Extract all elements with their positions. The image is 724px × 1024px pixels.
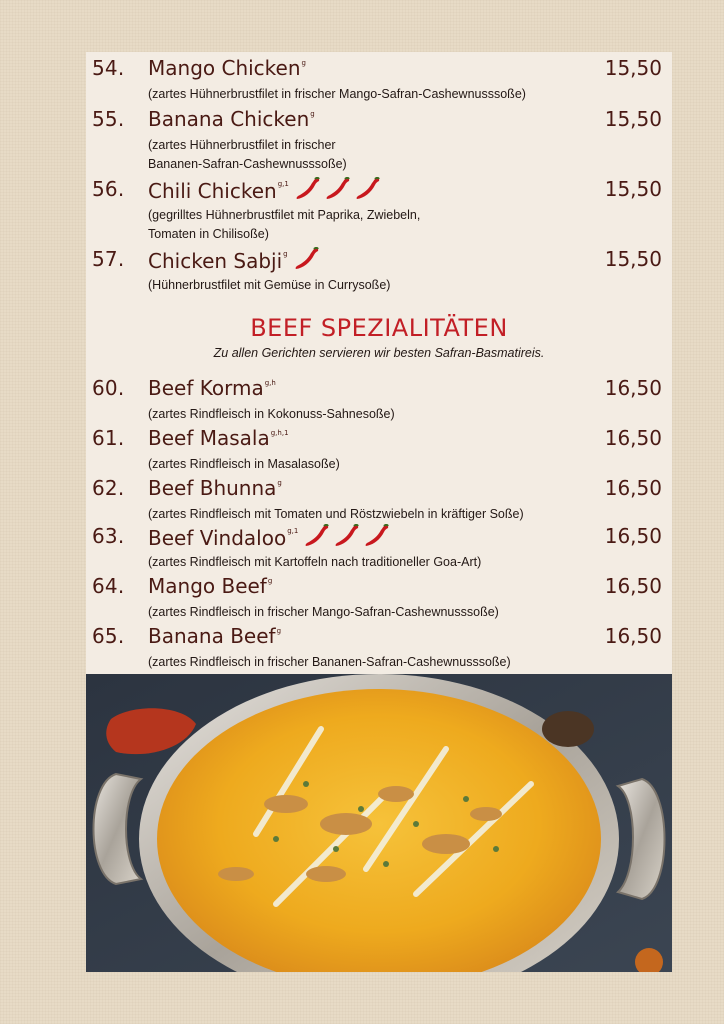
item-name [148, 247, 324, 276]
item-description [148, 603, 618, 622]
allergen-codes: g [267, 577, 273, 585]
allergen-codes: g [277, 479, 282, 487]
item-price: 15,50 [604, 56, 662, 80]
allergen-codes: g,h,1 [270, 429, 289, 437]
item-price: 16,50 [604, 574, 662, 598]
item-name-text: Beef Korma [148, 376, 264, 400]
item-name-text: Chili Chicken [148, 179, 277, 203]
item-description [148, 553, 618, 572]
item-description [148, 505, 618, 524]
chili-pepper-icon [364, 524, 390, 548]
description-line: (gegrilltes Hühnerbrustfilet mit Paprika, Zwiebeln, [148, 208, 421, 222]
description-line: (zartes Rindfleisch in frischer Bananen-Safran-Cashewnusssoße) [148, 655, 511, 669]
description-line: (zartes Rindfleisch mit Tomaten und Röstzwiebeln in kräftiger Soße) [148, 507, 524, 521]
item-name [148, 56, 306, 80]
item-description [148, 276, 618, 295]
item-name-text: Mango Chicken [148, 56, 301, 80]
spiciness-indicator [295, 177, 385, 206]
spiciness-indicator [294, 247, 324, 276]
description-line: (zartes Rindfleisch in Kokonuss-Sahnesoße) [148, 407, 395, 421]
item-name-text: Mango Beef [148, 574, 267, 598]
item-number: 54. [92, 56, 125, 80]
chili-pepper-icon [334, 524, 360, 548]
item-number: 64. [92, 574, 125, 598]
item-price: 15,50 [604, 107, 662, 131]
food-photo [86, 674, 672, 972]
menu-panel [86, 52, 672, 674]
allergen-codes: g,1 [277, 180, 289, 188]
item-number: 56. [92, 177, 125, 201]
allergen-codes: g,h [264, 379, 276, 387]
description-line: (zartes Rindfleisch in frischer Mango-Safran-Cashewnusssoße) [148, 605, 499, 619]
item-number: 61. [92, 426, 125, 450]
item-name [148, 376, 276, 400]
item-price: 16,50 [604, 476, 662, 500]
allergen-codes: g [310, 110, 315, 118]
chili-pepper-icon [355, 177, 381, 201]
chili-pepper-icon [325, 177, 351, 201]
allergen-codes: g [301, 59, 306, 67]
item-name [148, 107, 315, 131]
description-line: (zartes Hühnerbrustfilet in frischer [148, 138, 336, 152]
item-price: 16,50 [604, 376, 662, 400]
curry-dish-image [86, 674, 672, 972]
item-number: 55. [92, 107, 125, 131]
item-number: 60. [92, 376, 125, 400]
item-name [148, 426, 289, 450]
item-description [148, 455, 618, 474]
description-line: (zartes Rindfleisch in Masalasoße) [148, 457, 340, 471]
item-name [148, 524, 394, 553]
item-name [148, 177, 385, 206]
description-line: Tomaten in Chilisoße) [148, 227, 269, 241]
allergen-codes: g [276, 627, 282, 635]
description-line: (zartes Hühnerbrustfilet in frischer Mango-Safran-Cashewnusssoße) [148, 87, 526, 101]
item-number: 57. [92, 247, 125, 271]
item-description [148, 653, 618, 672]
item-price: 15,50 [604, 247, 662, 271]
item-description [148, 206, 618, 244]
section-subtitle: Zu allen Gerichten servieren wir besten Safran-Basmatireis. [213, 346, 545, 360]
spiciness-indicator [304, 524, 394, 553]
item-price: 16,50 [604, 624, 662, 648]
allergen-codes: g [283, 250, 288, 258]
item-name [148, 624, 281, 648]
item-description [148, 405, 618, 424]
item-name [148, 476, 282, 500]
chili-pepper-icon [304, 524, 330, 548]
item-price: 15,50 [604, 177, 662, 201]
item-number: 62. [92, 476, 125, 500]
item-name-text: Beef Masala [148, 426, 270, 450]
description-line: (zartes Rindfleisch mit Kartoffeln nach traditioneller Goa-Art) [148, 555, 482, 569]
item-number: 63. [92, 524, 125, 548]
chili-pepper-icon [295, 177, 321, 201]
item-name [148, 574, 272, 598]
chili-pepper-icon [294, 247, 320, 271]
section-title: BEEF SPEZIALITÄTEN [250, 314, 508, 342]
description-line: Bananen-Safran-Cashewnusssoße) [148, 157, 347, 171]
item-name-text: Banana Beef [148, 624, 276, 648]
item-description [148, 136, 618, 174]
item-price: 16,50 [604, 524, 662, 548]
item-name-text: Beef Vindaloo [148, 526, 287, 550]
item-name-text: Banana Chicken [148, 107, 310, 131]
item-price: 16,50 [604, 426, 662, 450]
item-description [148, 85, 618, 104]
item-name-text: Beef Bhunna [148, 476, 277, 500]
item-number: 65. [92, 624, 125, 648]
item-name-text: Chicken Sabji [148, 249, 283, 273]
allergen-codes: g,1 [287, 527, 299, 535]
description-line: (Hühnerbrustfilet mit Gemüse in Currysoße) [148, 278, 391, 292]
